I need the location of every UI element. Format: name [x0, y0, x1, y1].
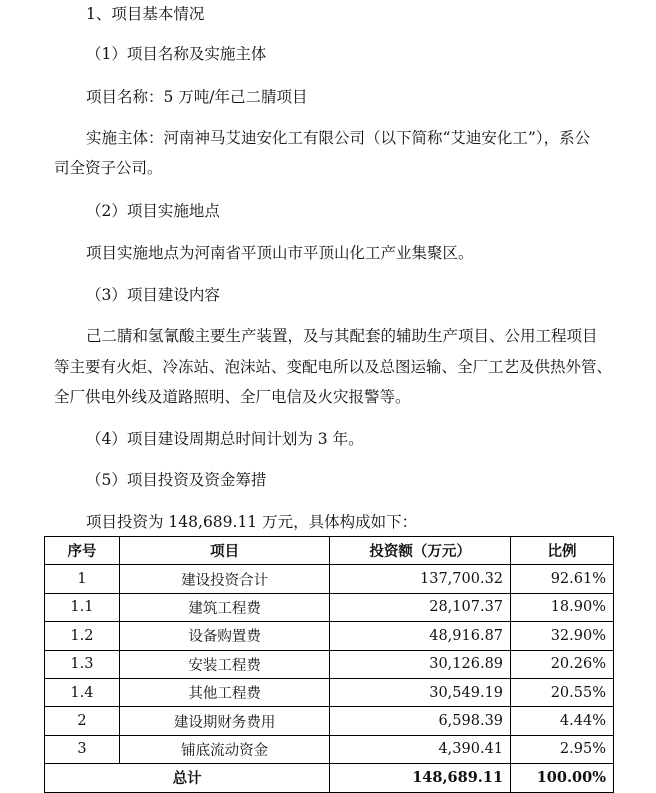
table-row: [45, 735, 614, 763]
row-amount: 28,107.37: [330, 593, 511, 621]
content-line-1: 己二腈和氢氰酸主要生产装置，及与其配套的辅助生产项目、公用工程项目: [86, 327, 598, 345]
row-no: 2: [45, 707, 120, 735]
row-item: 建设投资合计: [119, 565, 329, 593]
implementer-line-2: 司全资子公司。: [54, 159, 163, 177]
row-item: 其他工程费: [119, 678, 329, 706]
subheading-project-name: （1）项目名称及实施主体: [86, 45, 267, 63]
content-line-3: 全厂供电外线及道路照明、全厂电信及火灾报警等。: [54, 388, 411, 406]
total-amount: 148,689.11: [330, 764, 511, 792]
row-item: 设备购置费: [119, 622, 329, 650]
total-label: 总计: [45, 764, 330, 792]
row-amount: 30,126.89: [330, 650, 511, 678]
table-header-row: [45, 537, 614, 565]
row-ratio: 18.90%: [511, 593, 614, 621]
row-no: 1.1: [45, 593, 120, 621]
row-amount: 4,390.41: [330, 735, 511, 763]
table-row: [45, 707, 614, 735]
table-row: [45, 622, 614, 650]
row-amount: 137,700.32: [330, 565, 511, 593]
row-ratio: 20.55%: [511, 678, 614, 706]
row-ratio: 2.95%: [511, 735, 614, 763]
table-row: [45, 565, 614, 593]
row-no: 1.2: [45, 622, 120, 650]
row-item: 安装工程费: [119, 650, 329, 678]
investment-table: [44, 536, 614, 793]
location-line: 项目实施地点为河南省平顶山市平顶山化工产业集聚区。: [86, 244, 474, 262]
row-amount: 48,916.87: [330, 622, 511, 650]
row-item: 建筑工程费: [119, 593, 329, 621]
row-ratio: 20.26%: [511, 650, 614, 678]
table-row: [45, 678, 614, 706]
row-ratio: 92.61%: [511, 565, 614, 593]
row-no: 1.4: [45, 678, 120, 706]
row-no: 3: [45, 735, 120, 763]
row-item: 建设期财务费用: [119, 707, 329, 735]
schedule-line: （4）项目建设周期总时间计划为 3 年。: [86, 430, 364, 448]
subheading-investment: （5）项目投资及资金筹措: [86, 471, 267, 489]
content-line-2: 等主要有火炬、冷冻站、泡沫站、变配电所以及总图运输、全厂工艺及供热外管、: [54, 358, 613, 376]
row-amount: 6,598.39: [330, 707, 511, 735]
subheading-location: （2）项目实施地点: [86, 202, 220, 220]
total-ratio: 100.00%: [511, 764, 614, 792]
table-row: [45, 593, 614, 621]
header-ratio: 比例: [511, 537, 614, 565]
header-no: 序号: [45, 537, 120, 565]
table-row: [45, 650, 614, 678]
implementer-line-1: 实施主体：河南神马艾迪安化工有限公司（以下简称“艾迪安化工”），系公: [86, 129, 591, 147]
subheading-content: （3）项目建设内容: [86, 286, 220, 304]
row-amount: 30,549.19: [330, 678, 511, 706]
row-no: 1: [45, 565, 120, 593]
row-item: 铺底流动资金: [119, 735, 329, 763]
row-ratio: 32.90%: [511, 622, 614, 650]
section-title: 1、项目基本情况: [86, 5, 205, 23]
project-name-line: 项目名称：5 万吨/年己二腈项目: [86, 88, 308, 106]
row-ratio: 4.44%: [511, 707, 614, 735]
row-no: 1.3: [45, 650, 120, 678]
header-item: 项目: [119, 537, 329, 565]
investment-line: 项目投资为 148,689.11 万元，具体构成如下：: [86, 513, 418, 531]
table-total-row: [45, 764, 614, 792]
header-amount: 投资额（万元）: [330, 537, 511, 565]
